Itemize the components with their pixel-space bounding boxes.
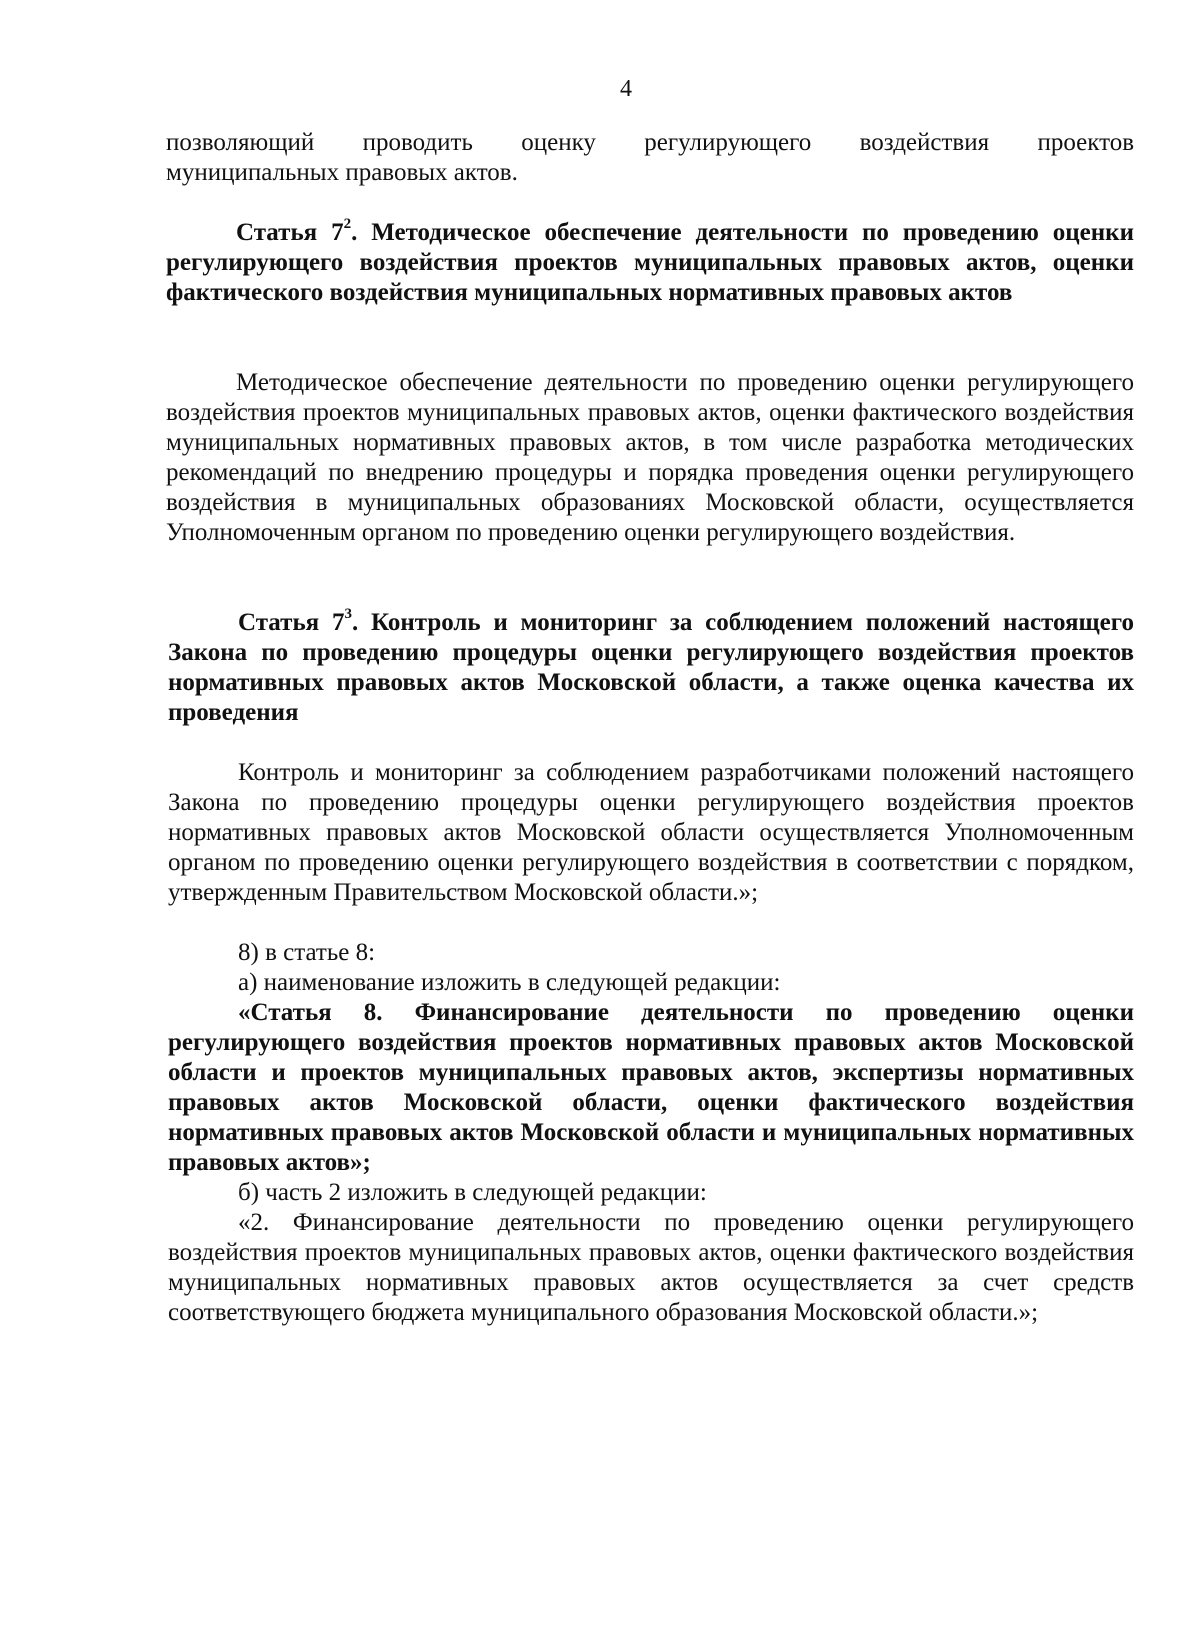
- article-7-3-heading: [168, 608, 1134, 728]
- intro-paragraph: [166, 128, 1134, 188]
- article-7-2-heading: [166, 218, 1134, 308]
- part-2-text: «2. Финансирование деятельности по проведению оценки регулирующего воздействия проектов муниципальных правовых актов, оценки фактического воздействия муниципальных нормативных правовых актов осуществляется за счет средств соответствующего бюджета муниципального образования Московской области.»;: [168, 1209, 1134, 1326]
- intro-line-1: позволяющий проводить оценку регулирующего воздействия проектов: [166, 129, 1134, 156]
- item-8a: а) наименование изложить в следующей редакции:: [238, 969, 781, 996]
- amendments-block: [168, 938, 1134, 1328]
- article-7-3-title: . Контроль и мониторинг за соблюдением положений настоящего Закона по проведению процедуры оценки регулирующего воздействия проектов нормативных правовых актов Московской области, а также оценка качества их проведения: [168, 609, 1134, 726]
- article-7-2-heading-block: [166, 218, 1134, 308]
- article-7-2-sup: 2: [343, 216, 352, 232]
- article-7-2-prefix: Статья 7: [236, 219, 344, 246]
- article-7-3-body: [168, 758, 1134, 908]
- item-8b: б) часть 2 изложить в следующей редакции:: [238, 1179, 707, 1206]
- article-7-2-text: Методическое обеспечение деятельности по проведению оценки регулирующего воздействия проектов муниципальных правовых актов, оценки фактического воздействия муниципальных нормативных правовых актов, в том числе разработка методических рекомендаций по внедрению процедуры и порядка проведения оценки регулирующего воздействия в муниципальных образованиях Московской области, осуществляется Уполномоченным органом по проведению оценки регулирующего воздействия.: [166, 369, 1134, 546]
- article-7-3-text: Контроль и мониторинг за соблюдением разработчиками положений настоящего Закона по проведению процедуры оценки регулирующего воздействия проектов нормативных правовых актов Московской области осуществляется Уполномоченным органом по проведению оценки регулирующего воздействия в соответствии с порядком, утвержденным Правительством Московской области.»;: [168, 759, 1134, 906]
- article-7-2-title: . Методическое обеспечение деятельности по проведению оценки регулирующего воздействия проектов муниципальных правовых актов, оценки фактического воздействия муниципальных нормативных правовых актов: [166, 219, 1134, 306]
- article-8-title: «Статья 8. Финансирование деятельности по проведению оценки регулирующего воздействия проектов нормативных правовых актов Московской области и проектов муниципальных правовых актов, экспертизы нормативных правовых актов Московской области, оценки фактического воздействия нормативных правовых актов Московской области и муниципальных нормативных правовых актов»;: [168, 999, 1134, 1176]
- item-8: 8) в статье 8:: [238, 939, 376, 966]
- page-number: 4: [620, 76, 632, 102]
- article-7-3-sup: 3: [344, 606, 352, 622]
- article-7-2-body: [166, 368, 1134, 548]
- article-7-3-heading-block: [168, 608, 1134, 728]
- article-7-3-prefix: Статья 7: [238, 609, 345, 636]
- intro-line-2: муниципальных правовых актов.: [166, 159, 518, 186]
